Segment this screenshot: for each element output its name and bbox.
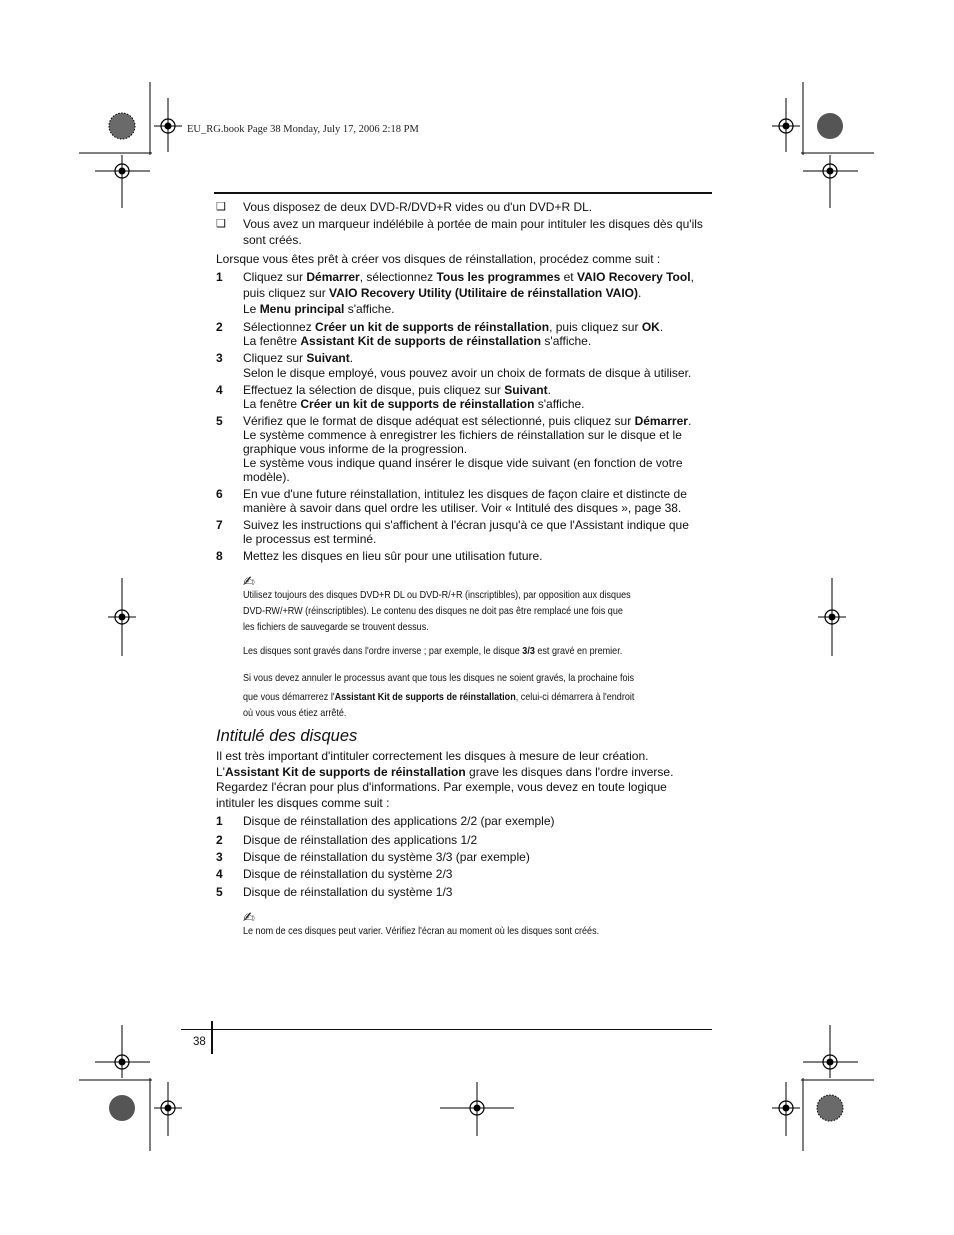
text-run: s'affiche. <box>344 302 395 316</box>
bold-term: Tous les programmes <box>436 270 561 284</box>
text-run: Vérifiez que le format de disque adéquat est sélectionné, puis cliquez sur <box>243 414 635 428</box>
label-number: 4 <box>216 867 223 881</box>
text-run: . <box>638 286 642 300</box>
bold-term: VAIO Recovery Tool <box>576 270 691 284</box>
step-line <box>243 532 376 546</box>
step-line <box>243 442 467 456</box>
text-run: Cliquez sur <box>243 351 307 365</box>
step-number: 8 <box>216 549 223 563</box>
step-line <box>243 414 691 428</box>
bold-term: Suivant <box>504 383 548 397</box>
label-number: 5 <box>216 885 223 899</box>
bold-term: Démarrer <box>306 270 360 284</box>
step-line <box>243 351 353 365</box>
text-run: Le système vous indique quand insérer le disque vide suivant (en fonction de votre <box>243 456 683 470</box>
checkbox-bullet: ❑ <box>216 218 226 230</box>
text-run: Le système commence à enregistrer les fichiers de réinstallation sur le disque et le <box>243 428 682 442</box>
note-line <box>243 587 631 603</box>
text-run: Effectuez la sélection de disque, puis cliquez sur <box>243 383 505 397</box>
text-run: puis cliquez sur <box>243 286 330 300</box>
requirement-line <box>243 200 592 214</box>
step-number: 3 <box>216 351 223 365</box>
bold-term: 3/3 <box>522 645 535 657</box>
text-run: , celui-ci démarrera à l'endroit <box>515 691 635 703</box>
text-run: DVD-RW/+RW (réinscriptibles). Le contenu des disques ne doit pas être remplacé une fois que <box>243 605 623 617</box>
step-line <box>243 320 663 334</box>
label-text: Disque de réinstallation du système 3/3 (par exemple) <box>243 850 530 864</box>
page-number: 38 <box>193 1036 206 1048</box>
text-run: Les disques sont gravés dans l'ordre inverse ; par exemple, le disque <box>243 645 523 657</box>
text-run: Le <box>243 302 260 316</box>
label-text: Disque de réinstallation du système 1/3 <box>243 885 453 899</box>
note-pen-icon: ✍ <box>243 910 255 926</box>
text-run: les fichiers de sauvegarde se trouvent dessus. <box>243 621 429 633</box>
text-run: grave les disques dans l'ordre inverse. <box>465 765 674 779</box>
text-run: . <box>547 383 551 397</box>
bold-term: Assistant Kit de supports de réinstallation <box>300 334 542 348</box>
text-run: Mettez les disques en lieu sûr pour une utilisation future. <box>243 549 543 563</box>
step-number: 6 <box>216 487 223 501</box>
step-line <box>243 501 681 515</box>
note-line <box>243 705 346 721</box>
step-line <box>243 302 394 316</box>
text-run: En vue d'une future réinstallation, intitulez les disques de façon claire et distincte de <box>243 487 687 501</box>
print-header-file-info: EU_RG.book Page 38 Monday, July 17, 2006 2:18 PM <box>187 124 419 135</box>
text-run: Utilisez toujours des disques DVD+R DL ou DVD-R/+R (inscriptibles), par opposition aux disques <box>243 589 631 601</box>
step-line <box>243 487 687 501</box>
text-run: . <box>349 351 354 365</box>
text-run: Suivez les instructions qui s'affichent à l'écran jusqu'à ce que l'Assistant indique que <box>243 518 689 532</box>
requirement-line <box>243 233 302 247</box>
bold-term: Menu principal <box>259 302 345 316</box>
text-run: où vous vous étiez arrêté. <box>243 707 347 719</box>
text-run: s'affiche. <box>534 397 585 411</box>
intro-paragraph: Lorsque vous êtes prêt à créer vos disques de réinstallation, procédez comme suit : <box>216 252 661 266</box>
bold-term: Créer un kit de supports de réinstallation <box>300 397 535 411</box>
text-run: le processus est terminé. <box>243 532 377 546</box>
text-run: Si vous devez annuler le processus avant que tous les disques ne soient gravés, la prochaine fois <box>243 672 635 684</box>
step-line <box>243 334 591 348</box>
bold-term: Créer un kit de supports de réinstallation <box>315 320 550 334</box>
step-line <box>243 383 551 397</box>
text-run: , <box>690 270 694 284</box>
text-run: modèle). <box>243 470 290 484</box>
footer-rule <box>181 1029 712 1030</box>
step-number: 1 <box>216 270 223 284</box>
step-line <box>243 397 585 411</box>
text-run: Il est très important d'intituler correctement les disques à mesure de leur création. <box>216 749 649 763</box>
note-line <box>243 670 634 686</box>
text-run: est gravé en premier. <box>534 645 623 657</box>
text-run: Vous avez un marqueur indélébile à portée de main pour intituler les disques dès qu'ils <box>243 217 703 231</box>
paragraph-line <box>216 765 673 779</box>
text-run: intituler les disques comme suit : <box>216 796 390 810</box>
text-run: manière à savoir dans quel ordre les utiliser. Voir « Intitulé des disques », page 38. <box>243 501 682 515</box>
text-run: , sélectionnez <box>359 270 437 284</box>
text-run: Selon le disque employé, vous pouvez avoir un choix de formats de disque à utiliser. <box>243 366 692 380</box>
bold-term: Démarrer <box>634 414 688 428</box>
step-line <box>243 549 543 563</box>
text-run: que vous démarrerez l' <box>243 691 335 703</box>
text-run: Vous disposez de deux DVD-R/DVD+R vides ou d'un DVD+R DL. <box>243 200 593 214</box>
note-line <box>243 643 622 659</box>
text-run: L' <box>216 765 225 779</box>
step-number: 7 <box>216 518 223 532</box>
bold-term: Assistant Kit de supports de réinstallation <box>224 765 466 779</box>
paragraph-line <box>216 796 389 810</box>
section-title: Intitulé des disques <box>216 727 358 745</box>
step-line <box>243 518 689 532</box>
text-run: Sélectionnez <box>243 320 316 334</box>
text-run: sont créés. <box>243 233 302 247</box>
step-line <box>243 456 683 470</box>
note-line <box>243 603 623 619</box>
note-line <box>243 689 634 705</box>
text-run: . <box>687 414 692 428</box>
text-run: graphique vous informe de la progression. <box>243 442 468 456</box>
bold-term: OK <box>641 320 660 334</box>
top-rule <box>214 192 712 194</box>
text-run: Regardez l'écran pour plus d'informations. Par exemple, vous devez en toute logique <box>216 780 667 794</box>
requirement-line <box>243 217 703 231</box>
text-run: La fenêtre <box>243 397 301 411</box>
bold-term: Assistant Kit de supports de réinstallation <box>334 691 516 703</box>
text-run: . <box>659 320 664 334</box>
paragraph-line <box>216 780 667 794</box>
label-number: 3 <box>216 850 223 864</box>
label-number: 1 <box>216 814 223 828</box>
step-line <box>243 428 682 442</box>
step-number: 5 <box>216 414 223 428</box>
text-run: Cliquez sur <box>243 270 307 284</box>
note-line <box>243 619 429 635</box>
step-line <box>243 286 641 300</box>
bold-term: VAIO Recovery Utility (Utilitaire de réinstallation VAIO) <box>329 286 639 300</box>
bold-term: Suivant <box>306 351 350 365</box>
label-text: Disque de réinstallation des applications 1/2 <box>243 833 478 847</box>
text-run: La fenêtre <box>243 334 301 348</box>
note-text: Le nom de ces disques peut varier. Vérifiez l'écran au moment où les disques sont créés. <box>243 925 600 937</box>
step-line <box>243 270 694 284</box>
note-pen-icon: ✍ <box>243 574 255 590</box>
step-number: 2 <box>216 320 223 334</box>
step-line <box>243 470 290 484</box>
step-number: 4 <box>216 383 223 397</box>
label-number: 2 <box>216 833 223 847</box>
text-run: s'affiche. <box>541 334 592 348</box>
text-run: et <box>560 270 577 284</box>
text-run: , puis cliquez sur <box>549 320 642 334</box>
label-text: Disque de réinstallation des applications 2/2 (par exemple) <box>243 814 555 828</box>
step-line <box>243 366 691 380</box>
paragraph-line <box>216 749 649 763</box>
checkbox-bullet: ❑ <box>216 201 226 213</box>
footer-divider <box>211 1021 213 1054</box>
label-text: Disque de réinstallation du système 2/3 <box>243 867 453 881</box>
